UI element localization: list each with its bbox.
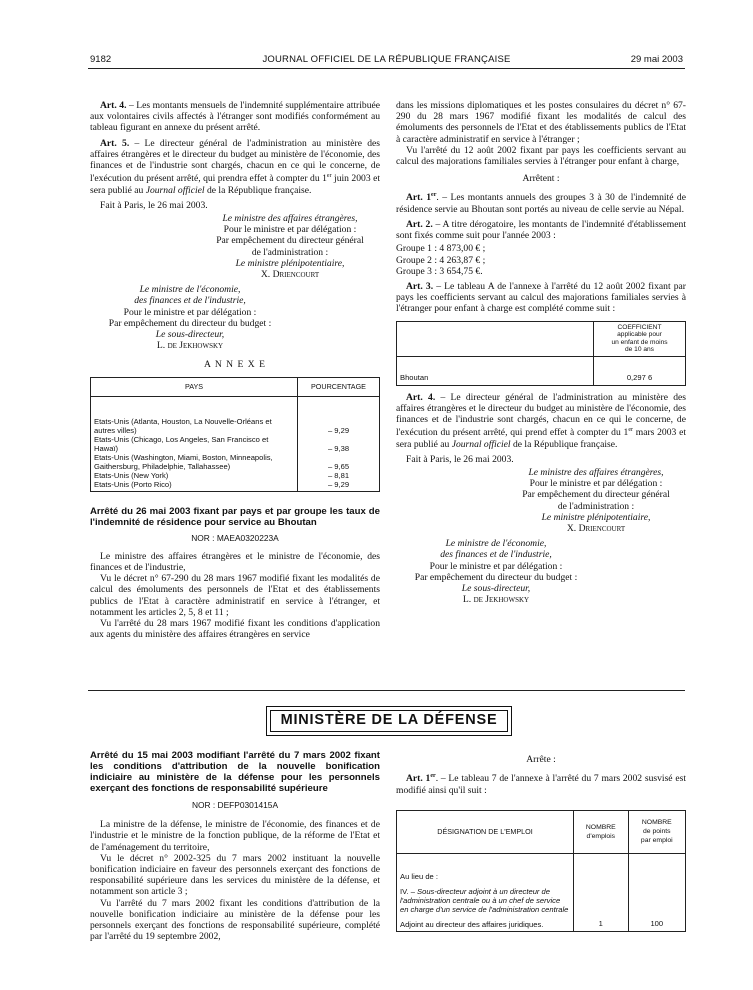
table-row: Au lieu de : IV. – Sous-directeur adjoint à un directeur de l'administration centrale ou à un chef de service en charge d'un service de l'administration centrale Adjoint au directeur des affaires juridiques. 1 100 bbox=[397, 853, 686, 931]
signature-block-3: Le ministre des affaires étrangères, Pour le ministre et par délégation : Par empêchement du directeur général de l'administration : Le ministre plénipotentiaire, X. Driencourt bbox=[522, 467, 670, 535]
issue-date: 29 mai 2003 bbox=[630, 54, 683, 65]
right-column-bottom: Arrête : Art. 1er. – Le tableau 7 de l'annexe à l'arrêté du 7 mars 2002 susvisé est modifié ainsi qu'il suit : DÉSIGNATION DE L'EMPLOI NOMBRE d'emplois NOMBRE de points par emploi Au lieu de : IV. – Sous-directeur adjoint à un directeur de l'administration centrale ou à un chef de service en charge d'un service de l'administration centrale Adjoint au directeur des affaires juridiques. 1 100 bbox=[396, 750, 686, 932]
table-row: Etats-Unis (New York) bbox=[94, 470, 169, 480]
left-column-bottom: Arrêté du 15 mai 2003 modifiant l'arrêté du 7 mars 2002 fixant les conditions d'attribution de la nouvelle bonification indiciaire au ministère de la défense pour les personnels exerçant des fonctions de responsabilité supérieure NOR : DEFP0301415A La ministre de la défense, le ministre de l'économie, des finances et de l'industrie et le ministre de la fonction publique, de la réforme de l'Etat et de l'aménagement du territoire, Vu le décret n° 2002-325 du 7 mars 2002 instituant la nouvelle bonification indiciaire en faveur des personnels exerçant des fonctions de responsabilité supérieure dans les services du ministère de la défense, et notamment son article 3 ; Vu l'arrêté du 7 mars 2002 fixant les conditions d'attribution de la nouvelle bonification indiciaire au ministère de la défense pour les personnels exerçant des fonctions de responsabilité supérieure, complété par l'arrêté du 19 septembre 2002, bbox=[90, 750, 380, 943]
list-item: Groupe 3 : 3 654,75 €. bbox=[396, 265, 483, 277]
ministry-banner: MINISTÈRE DE LA DÉFENSE bbox=[266, 706, 512, 736]
list-item: Groupe 2 : 4 263,87 € ; bbox=[396, 254, 486, 266]
bhoutan-article-3: Art. 3. – Le tableau A de l'annexe à l'arrêté du 12 août 2002 fixant par pays les coefficients servant au calcul des majorations familiales servies à l'étranger pour enfant à charge est complété comme suit : bbox=[396, 281, 686, 315]
section-divider bbox=[88, 690, 685, 691]
article-5: Art. 5. – Le directeur général de l'administration au ministère des affaires étrangères et le directeur du budget au ministère de l'économie, des finances et de l'industrie sont chargés, chacun en ce qui le concerne, de l'exécution du présent arrêté, qui prendra effet à compter du 1er juin 2003 et sera publié au Journal officiel de la République française. bbox=[90, 137, 381, 196]
journal-title: JOURNAL OFFICIEL DE LA RÉPUBLIQUE FRANÇAISE bbox=[262, 54, 511, 65]
table-row: Etats-Unis (Porto Rico) bbox=[94, 479, 172, 489]
defense-article-1: Art. 1er. – Le tableau 7 de l'annexe à l'arrêté du 7 mars 2002 susvisé est modifié ainsi qu'il suit : bbox=[396, 773, 686, 796]
annexe-heading: A N N E X E bbox=[204, 359, 266, 371]
bhoutan-article-4: Art. 4. – Le directeur général de l'administration au ministère des affaires étrangères et le directeur du budget au ministère de l'économie, des finances et de l'industrie sont chargés, chacun en ce qui le concerne, de l'exécution du présent arrêté, qui prend effet à compter du 1er mars 2003 et sera publié au Journal officiel de la République française. bbox=[396, 391, 687, 450]
fait-a-paris: Fait à Paris, le 26 mai 2003. bbox=[100, 199, 208, 211]
groupe-list bbox=[396, 243, 686, 277]
table-row: Etats-Unis (Washington, Miami, Boston, Minneapolis, Gaithersburg, Philadelphie, Tallahassee) bbox=[94, 452, 273, 471]
left-column-top: Art. 4. – Les montants mensuels de l'indemnité supplémentaire attribuée aux volontaires civils affectés à l'étranger sont modifiés conformément au tableau figurant en annexe du présent arrêté. Art. 5. – Le directeur général de l'administration au ministère des affaires étrangères et le directeur du budget au ministère de l'économie, des finances et de l'industrie sont chargés, chacun en ce qui le concerne, de l'exécution du présent arrêté, qui prendra effet à compter du 1er juin 2003 et sera publié au Journal officiel de la République française. Fait à Paris, le 26 mai 2003. Le ministre des affaires étrangères, Pour le ministre et par délégation : Par empêchement du directeur général de l'administration : Le ministre plénipotentiaire, X. Driencourt Le ministre de l'économie, des finances et de l'industrie, Pour le ministre et par délégation : Par empêchement du directeur du budget : Le sous-directeur, L. de Jekhowsky A N N E X E PAYS POURCENTAGE Etats-Unis (Atlanta, Houston, La Nouvelle-Orléans et autres villes) Etats-Unis (Chicago, Los Angeles, San Francisco et Hawaï) Etats-Unis (Washington, Miami, Boston, Minneapolis, Gaithersburg, Philadelphie, Tallahassee) Etats-Unis (New York) Etats-Unis (Porto Rico) – 9,29 – 9,38 – 9,65 – 8,81 – 9,29 Arrêté du 26 mai 2003 fixant par pays et par groupe les taux de l'indemnité de résidence pour service au Bhoutan NOR : MAEA0320223A Le ministre des affaires étrangères et le ministre de l'économie, des finances et de l'industrie, Vu le décret n° 67-290 du 28 mars 1967 modifié fixant les modalités de calcul des émoluments des personnels de l'Etat et des établissements publics de l'Etat à caractère administratif en service à l'étranger, et notamment les articles 2, 5, 8 et 11 ; Vu l'arrêté du 28 mars 1967 modifié fixant les conditions d'application aux agents du ministère des affaires étrangères en service bbox=[90, 100, 381, 641]
arrete-defense-nor: NOR : DEFP0301415A bbox=[191, 800, 279, 810]
arrete-bhoutan-title: Arrêté du 26 mai 2003 fixant par pays et par groupe les taux de l'indemnité de résidence pour service au Bhoutan bbox=[90, 505, 380, 528]
arrete-defense-title: Arrêté du 15 mai 2003 modifiant l'arrêté du 7 mars 2002 fixant les conditions d'attribution de la nouvelle bonification indiciaire au ministère de la défense pour les personnels exerçant des fonctions de responsabilité supérieure bbox=[90, 750, 380, 794]
arrete-bhoutan-nor: NOR : MAEA0320223A bbox=[191, 532, 279, 543]
annexe-table: PAYS POURCENTAGE Etats-Unis (Atlanta, Houston, La Nouvelle-Orléans et autres villes) Etats-Unis (Chicago, Los Angeles, San Francisco et Hawaï) Etats-Unis (Washington, Miami, Boston, Minneapolis, Gaithersburg, Philadelphie, Tallahassee) Etats-Unis (New York) Etats-Unis (Porto Rico) – 9,29 – 9,38 – 9,65 – 8,81 – 9,29 bbox=[90, 377, 380, 492]
list-item: Groupe 1 : 4 873,00 € ; bbox=[396, 243, 486, 255]
signature-block-2: Le ministre de l'économie, des finances et de l'industrie, Pour le ministre et par délégation : Par empêchement du directeur du budget : Le sous-directeur, L. de Jekhowsky bbox=[108, 284, 272, 352]
annexe-countries bbox=[91, 396, 298, 491]
right-column-top: dans les missions diplomatiques et les postes consulaires du décret n° 67-290 du 28 mars 1967 modifié fixant les modalités de calcul des émoluments des personnels de l'Etat et des établissements publics de l'Etat à caractère administratif en service à l'étranger ; Vu l'arrêté du 12 août 2002 fixant par pays les coefficients servant au calcul des majorations familiales servies à l'étranger pour enfant à charge, Arrêtent : Art. 1er. – Les montants annuels des groupes 3 à 30 de l'indemnité de résidence servie au Bhoutan sont portés au niveau de celle servie au Népal. Art. 2. – A titre dérogatoire, les montants de l'indemnité d'établissement sont fixés comme suit pour l'année 2003 : Groupe 1 : 4 873,00 € ; Groupe 2 : 4 263,87 € ; Groupe 3 : 3 654,75 €. Art. 3. – Le tableau A de l'annexe à l'arrêté du 12 août 2002 fixant par pays les coefficients servant au calcul des majorations familiales servies à l'étranger pour enfant à charge est complété comme suit : COEFFICIENT applicable pour un enfant de moins de 10 ans Bhoutan 0,297 6 Art. 4. – Le directeur général de l'administration au ministère des affaires étrangères et le directeur du budget au ministère de l'économie, des finances et de l'industrie sont chargés, chacun en ce qui le concerne, de l'exécution du présent arrêté, qui prend effet à compter du 1er mars 2003 et sera publié au Journal officiel de la République française. Fait à Paris, le 26 mai 2003. Le ministre des affaires étrangères, Pour le ministre et par délégation : Par empêchement du directeur général de l'administration : Le ministre plénipotentiaire, X. Driencourt Le ministre de l'économie, des finances et de l'industrie, Pour le ministre et par délégation : Par empêchement du directeur du budget : Le sous-directeur, L. de Jekhowsky bbox=[396, 100, 687, 606]
bhoutan-article-2: Art. 2. – A titre dérogatoire, les montants de l'indemnité d'établissement sont fixés comme suit pour l'année 2003 : bbox=[396, 219, 686, 242]
table-row: Etats-Unis (Chicago, Los Angeles, San Francisco et Hawaï) bbox=[94, 434, 269, 453]
page-header bbox=[90, 54, 683, 68]
table-row: Bhoutan 0,297 6 bbox=[397, 356, 686, 385]
coefficient-table: COEFFICIENT applicable pour un enfant de moins de 10 ans Bhoutan 0,297 6 bbox=[396, 321, 686, 386]
emploi-table: DÉSIGNATION DE L'EMPLOI NOMBRE d'emplois NOMBRE de points par emploi Au lieu de : IV. – Sous-directeur adjoint à un directeur de l'administration centrale ou à un chef de service en charge d'un service de l'administration centrale Adjoint au directeur des affaires juridiques. 1 100 bbox=[396, 810, 686, 932]
table-row: Etats-Unis (Atlanta, Houston, La Nouvelle-Orléans et autres villes) bbox=[94, 416, 272, 435]
header-rule bbox=[88, 68, 685, 69]
annexe-percentages: – 9,29 – 9,38 – 9,65 – 8,81 – 9,29 bbox=[298, 396, 380, 491]
page-number: 9182 bbox=[90, 54, 112, 65]
article-4: Art. 4. – Les montants mensuels de l'indemnité supplémentaire attribuée aux volontaires civils affectés à l'étranger sont modifiés conformément au tableau figurant en annexe du présent arrêté. bbox=[90, 100, 381, 134]
bhoutan-article-1: Art. 1er. – Les montants annuels des groupes 3 à 30 de l'indemnité de résidence servie au Bhoutan sont portés au niveau de celle servie au Népal. bbox=[396, 192, 686, 215]
signature-block-1: Le ministre des affaires étrangères, Pour le ministre et par délégation : Par empêchement du directeur général de l'administration : Le ministre plénipotentiaire, X. Driencourt bbox=[216, 213, 364, 281]
signature-block-4: Le ministre de l'économie, des finances et de l'industrie, Pour le ministre et par délégation : Par empêchement du directeur du budget : Le sous-directeur, L. de Jekhowsky bbox=[414, 538, 578, 606]
